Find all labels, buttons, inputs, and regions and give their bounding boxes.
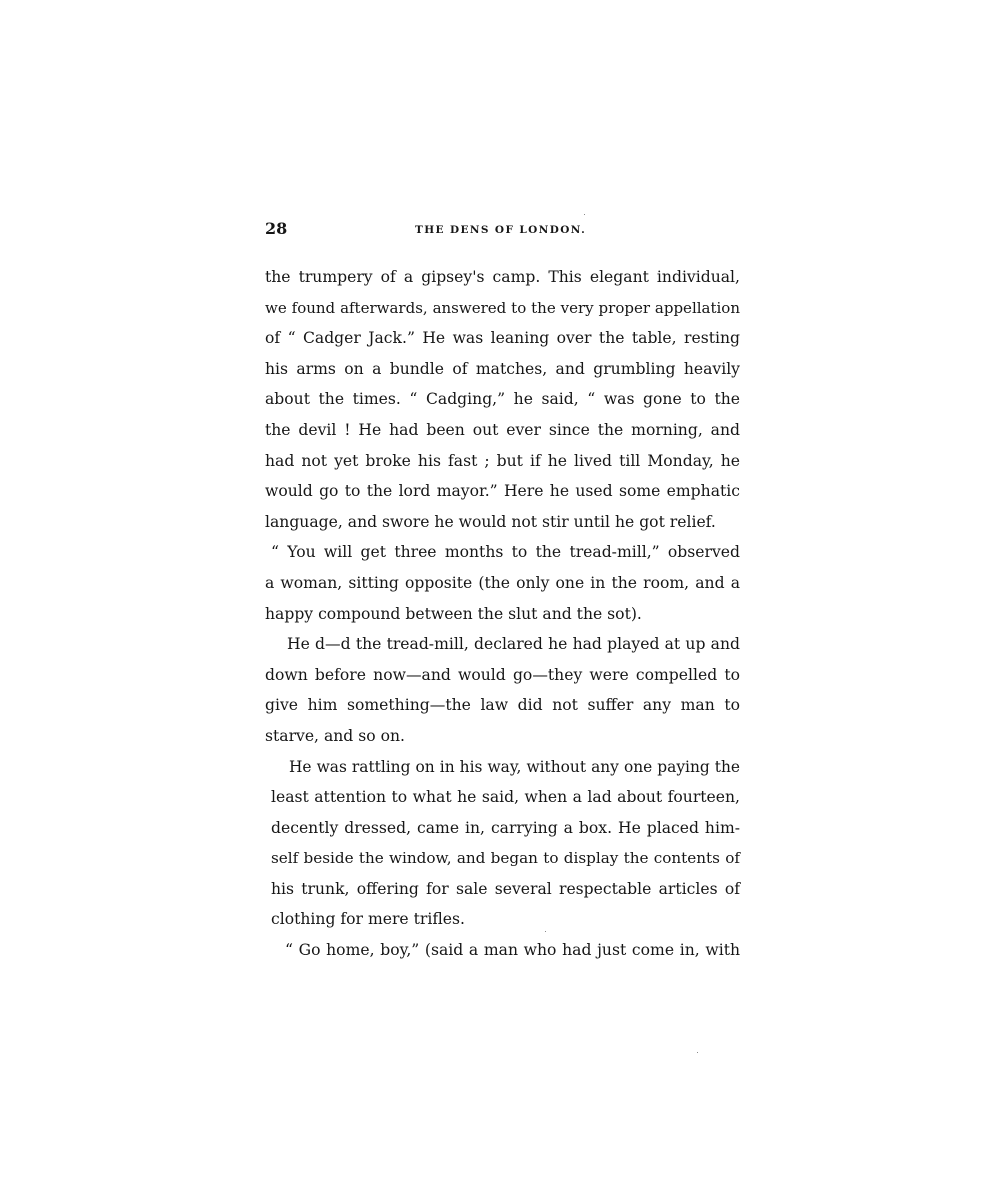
text-line: had not yet broke his fast ; but if he lived till Monday, he (265, 451, 740, 470)
text-line: would go to the lord mayor.” Here he used some emphatic (265, 482, 740, 501)
text-line: “ You will get three months to the tread-mill,” observed (271, 543, 740, 562)
page-number: 28 (265, 219, 288, 238)
running-title: THE DENS OF LONDON. (415, 224, 587, 236)
text-line: the devil ! He had been out ever since the morning, and (265, 420, 740, 439)
text-line: give him something—the law did not suffer any man to (265, 696, 740, 715)
text-line: his arms on a bundle of matches, and grumbling heavily (265, 359, 740, 378)
text-line: a woman, sitting opposite (the only one in the room, and a (265, 573, 740, 592)
text-line: least attention to what he said, when a lad about fourteen, (271, 788, 740, 807)
text-line: He was rattling on in his way, without any one paying the (289, 757, 740, 776)
text-line: about the times. “ Cadging,” he said, “ was gone to the (265, 390, 740, 409)
scan-speck (584, 214, 585, 215)
text-line: starve, and so on. (265, 726, 405, 745)
text-line: down before now—and would go—they were compelled to (265, 665, 740, 684)
text-line: self beside the window, and began to display the contents of (271, 849, 740, 868)
text-line: we found afterwards, answered to the very proper appellation (265, 298, 740, 317)
text-line: language, and swore he would not stir until he got relief. (265, 512, 716, 531)
text-line: decently dressed, came in, carrying a box. He placed him- (271, 818, 740, 837)
running-head (265, 220, 740, 240)
text-line: He d—d the tread-mill, declared he had played at up and (287, 635, 740, 654)
scan-speck (545, 931, 546, 932)
scan-speck (697, 1052, 698, 1053)
text-line: of “ Cadger Jack.” He was leaning over the table, resting (265, 329, 740, 348)
body-text (265, 262, 740, 966)
text-line: “ Go home, boy,” (said a man who had just come in, with (285, 941, 740, 960)
text-line: the trumpery of a gipsey's camp. This elegant individual, (265, 268, 740, 286)
text-line: happy compound between the slut and the sot). (265, 604, 642, 623)
text-line: clothing for mere trifles. (271, 910, 465, 929)
text-line: his trunk, offering for sale several respectable articles of (271, 879, 740, 898)
